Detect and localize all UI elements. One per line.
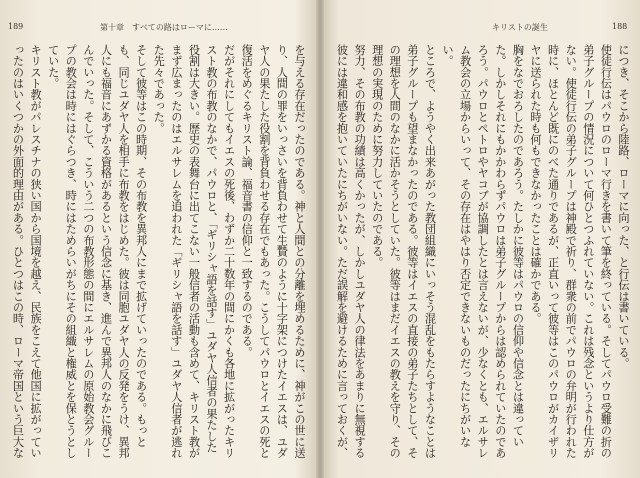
body-text-right: [332, 44, 632, 460]
paragraph: ところで、ようやく出来あがった教団組織にいっそう混乱をもたらすようなことは弟子グループも望まなかったのである。彼等はイエスの直接の弟子たちとして、その理想を人間のなかに活かそうとしていた。彼等はまだイエスの教えを守り、その理想の実現のために努力していたのである。: [370, 44, 437, 459]
page-number-left: 189: [8, 22, 24, 31]
paragraph: キリスト教がパレスチナの狭い国から国境を越え、民族をこえて他国に拡がっていったのはいくつかの外面的理由がある。ひとつはこの時、ローマ帝国という巨大な: [11, 44, 43, 459]
paragraph: 胸をなでおろしたのであろう。たしかに彼等はパウロの信仰や信念とは違っていた。しかしそれにもかかわらずパウロは弟子グループからは認められていたのであろう。パウロとペトロやヤコブが協調したとは言えないが、少なくとも、エルサレム教会の立場からいって、その存在はやはり否定できないものだったにちがいない。: [441, 44, 525, 459]
paragraph: そして彼等はこの時期、その布教を異邦人にまで拡げていったのである。もっとも、同じユダヤ人を相手に布教をはじめた。彼は同胞ユダヤ人の反発をうけ、異邦人にも福音にあずかる資格があるという信念に基き、進んで異邦人のなかに飛びこんでいった。そして、こういう二つの布教形態の間にエルサレムの原始教会グループの教会は時にはぐらつき、時にはためらいがちにその組織と権威とを保とうとしていた。: [46, 44, 148, 459]
paragraph: を与える存在だったのである。神と人間との分離を埋めるために、神がこの世に送り、人間の罪をいっさいを背負わせて生贄のように十字架につけたイエスは、ユダヤ人の果たした役割を背負わせる存在でもあった。こうしてパウロとイエスの死と復活をめぐるキリスト論、福音書の信仰と一致するのである。: [240, 44, 306, 459]
running-head-left: 第十章 すべての路はローマに……: [100, 23, 228, 32]
right-page: [322, 0, 640, 478]
running-head-right: キリストの誕生: [492, 23, 548, 32]
paragraph: だがそれにしてもイエスの死後、わずか二十数年の間にかくも各地に拡がったキリスト教の布教のなかで、パウロと、「ギリシャ語を話す」ユダヤ人信者の果たした役割は大きい。歴史の表舞台に出てこない一般信者の活動も含めて、キリスト教がまず広まったのはエルサレムを追われた「ギリシャ語を話す」ユダヤ人信者が逃れた先々であった。: [152, 44, 236, 459]
page-number-right: 188: [612, 22, 628, 31]
paragraph: 努力、その布教の功績は高くかったが、しかしユダヤ人の律法をあまりに無視する彼には違和感を抱いていたにちがいない。ただ誤解を避けるために言っておくが、: [335, 44, 367, 459]
paragraph: 使徒行伝はパウロのローマ行きを書いて筆を終っている。そしてパウロ受難の折の弟子グループの情況について何ひとつふれていない。これは残念というより仕方がない。使徒行伝の弟子グループは神殿で祈り、群衆の前でパウロの弁明が行われた時に、ほとんど既にのべた通りであるが、正直いって彼等はこのパウロがカイザリヤに送られた時も何もできなかったことは確かである。: [529, 44, 613, 459]
left-page: [0, 0, 318, 478]
body-text-left: [8, 44, 308, 460]
paragraph: につき、そこから陸路、ローマに向った、と行伝は書いている。: [617, 44, 630, 369]
